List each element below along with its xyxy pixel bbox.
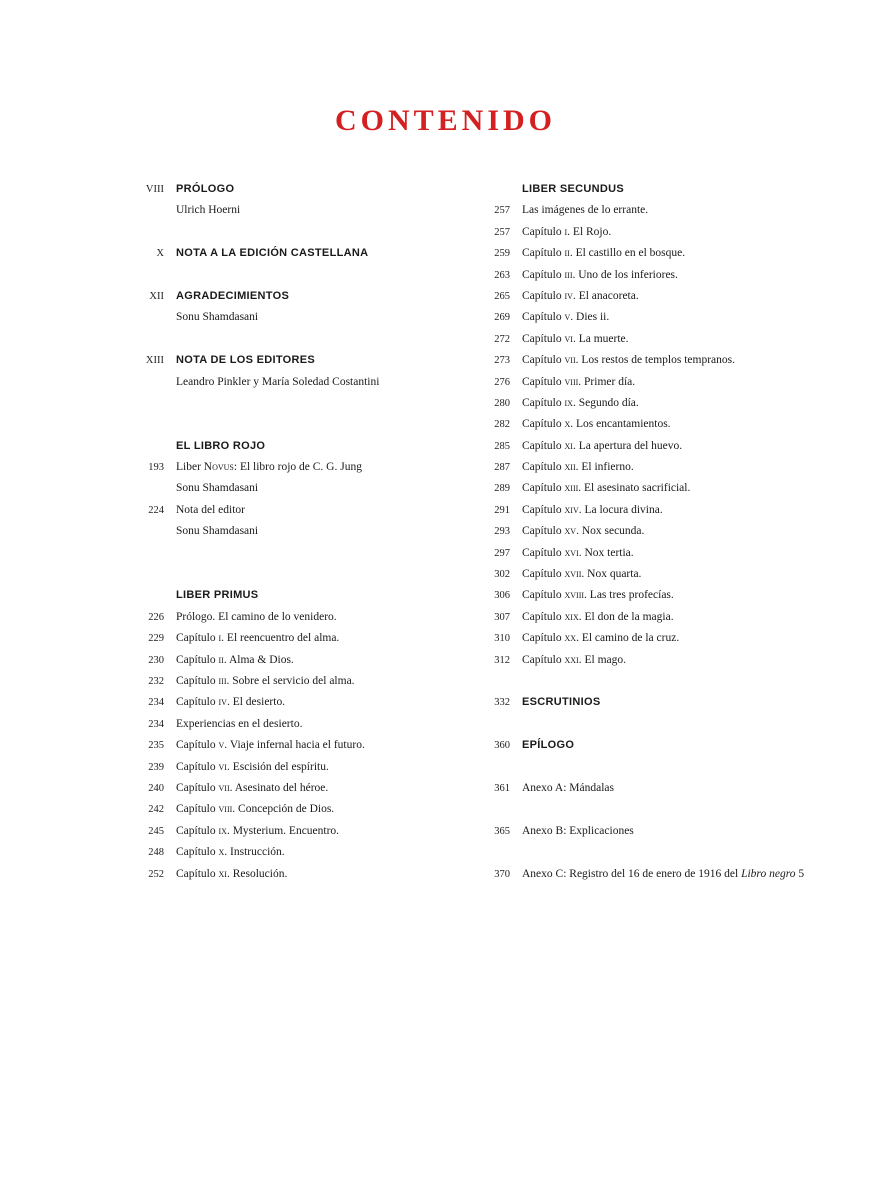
page-number: 240 (148, 782, 164, 794)
entry-title (522, 607, 674, 628)
entry-text: Capítulo (522, 546, 565, 559)
entry-text: . Sobre el servicio del alma. (226, 675, 355, 688)
entry-text: . Mysterium. Encuentro. (226, 824, 340, 837)
entry-title (522, 650, 626, 671)
toc-entry[interactable] (140, 457, 470, 478)
entry-title (176, 842, 285, 863)
chapter-numeral: vii (218, 781, 230, 794)
entry-title (522, 436, 682, 457)
toc-entry[interactable] (486, 393, 881, 414)
toc-entry[interactable] (486, 286, 881, 307)
page-number: 280 (494, 397, 510, 409)
toc-entry[interactable] (486, 329, 881, 350)
toc-entry[interactable] (486, 372, 881, 393)
page-number: 234 (148, 718, 164, 730)
toc-entry-anexo-b[interactable] (486, 821, 881, 842)
toc-author (140, 200, 470, 221)
chapter-numeral: xiv (564, 503, 579, 516)
page-number: 361 (494, 782, 510, 794)
chapter-numeral: iv (564, 289, 573, 302)
entry-text: . La muerte. (572, 332, 629, 345)
page-number: 259 (494, 248, 510, 260)
entry-title (522, 457, 634, 478)
entry-text: Capítulo (522, 632, 565, 645)
toc-entry[interactable] (486, 607, 881, 628)
entry-text: Capítulo (522, 610, 565, 623)
toc-entry[interactable] (140, 778, 470, 799)
chapter-numeral: vi (218, 760, 227, 773)
toc-entry[interactable] (486, 265, 881, 286)
entry-text: . Los restos de templos tempranos. (575, 354, 735, 367)
page-number: 263 (494, 269, 510, 281)
toc-author (140, 372, 470, 393)
chapter-numeral: xvii (564, 568, 582, 581)
entry-text: Capítulo (522, 653, 565, 666)
page-number: 297 (494, 547, 510, 559)
toc-entry-agradecimientos[interactable] (140, 286, 470, 307)
toc-entry[interactable] (140, 650, 470, 671)
chapter-numeral: xv (564, 525, 577, 538)
author-name: Leandro Pinkler y María Soledad Costantini (176, 375, 380, 388)
entry-title (176, 457, 362, 478)
section-heading-libro-rojo (140, 436, 470, 457)
page-number: 230 (148, 654, 164, 666)
entry-text: Capítulo (522, 311, 565, 324)
page-number: 269 (494, 312, 510, 324)
entry-text: . El camino de la cruz. (576, 632, 680, 645)
entry-text: . Resolución. (226, 867, 288, 880)
entry-title (522, 307, 609, 328)
toc-entry[interactable] (140, 864, 470, 885)
entry-text: . Instrucción. (224, 846, 285, 859)
entry-text: . El infierno. (575, 461, 634, 474)
entry-text: . El castillo en el bosque. (569, 247, 686, 260)
entry-text: . Nox quarta. (581, 568, 642, 581)
toc-entry[interactable] (486, 457, 881, 478)
entry-text: Capítulo (522, 568, 565, 581)
page-number: 282 (494, 419, 510, 431)
section-heading: LIBER SECUNDUS (522, 183, 624, 195)
entry-text: Capítulo (176, 653, 219, 666)
entry-text: Capítulo (522, 247, 565, 260)
page-number: 252 (148, 868, 164, 880)
entry-title (176, 714, 302, 735)
chapter-numeral: iv (218, 696, 227, 709)
entry-title (522, 243, 685, 264)
entry-text: . El Rojo. (567, 225, 612, 238)
chapter-numeral: ix (218, 824, 227, 837)
section-heading: PRÓLOGO (176, 183, 235, 195)
page-number: X (156, 248, 164, 260)
entry-text: Prólogo. El camino de lo venidero. (176, 610, 337, 623)
entry-text: : El libro rojo de C. G. Jung (233, 461, 362, 474)
entry-title (522, 393, 639, 414)
author-name: Ulrich Hoerni (176, 204, 241, 217)
page-number: 289 (494, 483, 510, 495)
entry-text: . El asesinato sacrificial. (578, 482, 691, 495)
toc-entry[interactable] (486, 307, 881, 328)
page-number: XIII (145, 355, 164, 367)
entry-text: Capítulo (522, 354, 565, 367)
page-number: 234 (148, 697, 164, 709)
entry-text: . La apertura del huevo. (572, 439, 683, 452)
toc-entry[interactable] (486, 521, 881, 542)
entry-text: . Viaje infernal hacia el futuro. (224, 739, 365, 752)
toc-entry[interactable] (486, 478, 881, 499)
toc-entry[interactable] (140, 799, 470, 820)
entry-title (522, 200, 648, 221)
page-number: 310 (494, 633, 510, 645)
entry-text: Capítulo (176, 760, 219, 773)
chapter-numeral: xi (564, 439, 573, 452)
page-number: 193 (148, 462, 164, 474)
chapter-numeral: iii (218, 675, 227, 688)
entry-text: Capítulo (176, 867, 219, 880)
chapter-numeral: vi (564, 332, 573, 345)
chapter-numeral: i (564, 225, 568, 238)
entry-title (522, 585, 674, 606)
entry-title (176, 692, 285, 713)
toc-entry[interactable] (140, 735, 470, 756)
section-heading: NOTA A LA EDICIÓN CASTELLANA (176, 247, 369, 260)
entry-title (522, 543, 634, 564)
chapter-numeral: x (564, 418, 571, 431)
page-number: 360 (494, 740, 510, 752)
entry-text: Capítulo (522, 225, 565, 238)
toc-entry-nota-castellana[interactable] (140, 243, 470, 264)
toc-entry-escrutinios[interactable] (486, 692, 881, 713)
entry-text: Capítulo (522, 289, 565, 302)
entry-title: Sonu Shamdasani (176, 482, 259, 495)
entry-text: Capítulo (522, 396, 565, 409)
page-number: 242 (148, 804, 164, 816)
entry-title (522, 564, 641, 585)
entry-title (522, 864, 804, 885)
section-heading-liber-primus (140, 585, 470, 606)
toc-entry[interactable] (486, 436, 881, 457)
page-number: 226 (148, 611, 164, 623)
entry-text: . Las tres profecías. (584, 589, 674, 602)
toc-entry-anexo-a[interactable] (486, 778, 881, 799)
entry-text: . El reencuentro del alma. (221, 632, 340, 645)
toc-left-column (140, 179, 470, 885)
entry-text: Experiencias en el desierto. (176, 717, 303, 730)
page-title: CONTENIDO (334, 104, 557, 137)
page-number: 332 (494, 697, 510, 709)
page-number: 239 (148, 761, 164, 773)
entry-title (522, 350, 735, 371)
libro-rojo-list (140, 457, 470, 543)
chapter-numeral: ix (564, 396, 573, 409)
toc-entry[interactable] (140, 692, 470, 713)
entry-text: Capítulo (176, 846, 219, 859)
page-number: 302 (494, 569, 510, 581)
entry-text: Capítulo (522, 482, 565, 495)
toc-entry-prologo[interactable] (140, 179, 470, 200)
toc-right-column (486, 179, 881, 885)
toc-entry[interactable] (140, 628, 470, 649)
page-number: 370 (494, 868, 510, 880)
entry-text: . Nox tertia. (578, 546, 634, 559)
entry-title (522, 414, 671, 435)
page-number: VIII (145, 184, 164, 195)
entry-title: Anexo A: Mándalas (522, 781, 614, 794)
author-name: Sonu Shamdasani (176, 311, 259, 324)
chapter-numeral: xviii (564, 589, 585, 602)
entry-text: . Nox secunda. (576, 525, 645, 538)
entry-text: Capítulo (176, 739, 219, 752)
chapter-numeral: ii (218, 653, 224, 666)
page-number: 265 (494, 290, 510, 302)
chapter-numeral: xii (564, 461, 576, 474)
entry-text: . El desierto. (226, 696, 286, 709)
page-number: 245 (148, 825, 164, 837)
chapter-numeral: i (218, 632, 222, 645)
entry-title (522, 372, 635, 393)
toc-author (140, 307, 470, 328)
entry-text: Anexo C: Registro del 16 de enero de 1916 del (522, 867, 742, 880)
chapter-numeral: xxi (564, 653, 579, 666)
entry-text: . Alma & Dios. (223, 653, 294, 666)
page-number: 257 (494, 205, 510, 217)
entry-text: . La locura divina. (578, 503, 663, 516)
page-number: 229 (148, 633, 164, 645)
entry-text: . Los encantamientos. (570, 418, 671, 431)
page-number: 224 (148, 504, 164, 516)
section-heading-liber-secundus (486, 179, 881, 200)
entry-text: Capítulo (176, 803, 219, 816)
page-number: 291 (494, 504, 510, 516)
chapter-numeral: xvi (564, 546, 579, 559)
section-heading: AGRADECIMIENTOS (176, 289, 290, 302)
entry-title (522, 478, 690, 499)
entry-title (176, 735, 365, 756)
chapter-numeral: Novus (203, 461, 234, 474)
entry-title (522, 628, 679, 649)
entry-text: . Asesinato del héroe. (229, 781, 329, 794)
entry-title (176, 671, 355, 692)
entry-title (522, 500, 663, 521)
entry-italic: Libro negro (741, 867, 796, 880)
chapter-numeral: iii (564, 268, 573, 281)
toc-entry[interactable] (486, 200, 881, 221)
chapter-numeral: x (218, 846, 225, 859)
page-number: 235 (148, 740, 164, 752)
entry-text: Capítulo (522, 461, 565, 474)
liber-secundus-list (486, 200, 881, 671)
entry-text: Capítulo (176, 824, 219, 837)
page-number: 285 (494, 440, 510, 452)
chapter-numeral: ii (564, 247, 570, 260)
entry-title (176, 778, 328, 799)
chapter-numeral: xx (564, 632, 577, 645)
page-number: 232 (148, 676, 164, 688)
page-number: 273 (494, 355, 510, 367)
entry-text: . El mago. (578, 653, 626, 666)
section-heading: EL LIBRO ROJO (176, 439, 266, 452)
chapter-numeral: xiii (564, 482, 579, 495)
chapter-numeral: v (218, 739, 225, 752)
entry-text: Capítulo (176, 696, 219, 709)
entry-title (176, 864, 287, 885)
toc-entry[interactable] (140, 521, 470, 542)
entry-text: Capítulo (522, 375, 565, 388)
toc-entry[interactable] (486, 243, 881, 264)
chapter-numeral: xix (564, 610, 579, 623)
entry-title (522, 329, 629, 350)
page-number: 287 (494, 462, 510, 474)
entry-text: Capítulo (522, 503, 565, 516)
entry-title (176, 650, 294, 671)
toc-entry[interactable] (486, 564, 881, 585)
toc-entry[interactable] (486, 543, 881, 564)
section-heading: ESCRUTINIOS (522, 696, 601, 709)
chapter-numeral: viii (218, 803, 233, 816)
toc-entry[interactable] (486, 222, 881, 243)
entry-text: Capítulo (522, 525, 565, 538)
entry-text: . Primer día. (578, 375, 636, 388)
entry-text: Capítulo (522, 439, 565, 452)
page-number: 365 (494, 825, 510, 837)
entry-title: Anexo B: Explicaciones (522, 824, 634, 837)
entry-text: 5 (795, 867, 805, 880)
entry-text: . El don de la magia. (578, 610, 674, 623)
entry-title (522, 521, 644, 542)
entry-text: . Escisión del espíritu. (226, 760, 329, 773)
entry-text: . Concepción de Dios. (232, 803, 335, 816)
toc-entry[interactable] (140, 842, 470, 863)
entry-text: Capítulo (522, 268, 565, 281)
entry-text: . Uno de los inferiores. (572, 268, 678, 281)
entry-text: Capítulo (522, 418, 565, 431)
toc-entry[interactable] (486, 350, 881, 371)
entry-text: Capítulo (522, 589, 565, 602)
toc-entry-nota-editores[interactable] (140, 350, 470, 371)
entry-title (522, 286, 639, 307)
entry-title (522, 222, 611, 243)
chapter-numeral: vii (564, 354, 576, 367)
chapter-numeral: viii (564, 375, 579, 388)
toc-entry[interactable] (140, 757, 470, 778)
entry-title (176, 607, 337, 628)
entry-text: Capítulo (176, 675, 219, 688)
entry-title (176, 757, 329, 778)
page-number: 312 (494, 654, 510, 666)
liber-primus-list (140, 607, 470, 885)
page-number: 307 (494, 611, 510, 623)
toc-entry[interactable] (140, 821, 470, 842)
page-number: 306 (494, 590, 510, 602)
toc-entry-anexo-c[interactable] (486, 864, 881, 885)
entry-text: . Dies ii. (570, 311, 610, 324)
page-number: 272 (494, 333, 510, 345)
entry-title: Sonu Shamdasani (176, 525, 259, 538)
section-heading: EPÍLOGO (522, 739, 575, 752)
entry-text: Capítulo (522, 332, 565, 345)
section-heading: NOTA DE LOS EDITORES (176, 354, 316, 367)
entry-title (176, 821, 339, 842)
toc-entry[interactable] (140, 500, 470, 521)
toc-entry[interactable] (140, 607, 470, 628)
entry-title (176, 799, 334, 820)
entry-text: Las imágenes de lo errante. (522, 204, 649, 217)
entry-title: Nota del editor (176, 503, 245, 516)
section-heading: LIBER PRIMUS (176, 589, 259, 602)
page-number: 248 (148, 847, 164, 859)
toc-entry[interactable] (140, 714, 470, 735)
toc-entry[interactable] (486, 628, 881, 649)
entry-title (522, 265, 678, 286)
toc-entry[interactable] (140, 671, 470, 692)
page-number: 276 (494, 376, 510, 388)
entry-text: Liber (176, 461, 204, 474)
entry-text: Capítulo (176, 781, 219, 794)
toc-entry[interactable] (486, 650, 881, 671)
chapter-numeral: v (564, 311, 571, 324)
page-number: XII (149, 290, 164, 302)
entry-text: Capítulo (176, 632, 219, 645)
toc-entry[interactable] (486, 500, 881, 521)
toc-entry[interactable] (486, 585, 881, 606)
toc-entry[interactable] (140, 478, 470, 499)
entry-text: . El anacoreta. (572, 289, 639, 302)
toc-entry-epilogo[interactable] (486, 735, 881, 756)
entry-text: . Segundo día. (572, 396, 639, 409)
page-number: 293 (494, 526, 510, 538)
chapter-numeral: xi (218, 867, 227, 880)
entry-title (176, 628, 339, 649)
toc-entry[interactable] (486, 414, 881, 435)
page-number: 257 (494, 226, 510, 238)
